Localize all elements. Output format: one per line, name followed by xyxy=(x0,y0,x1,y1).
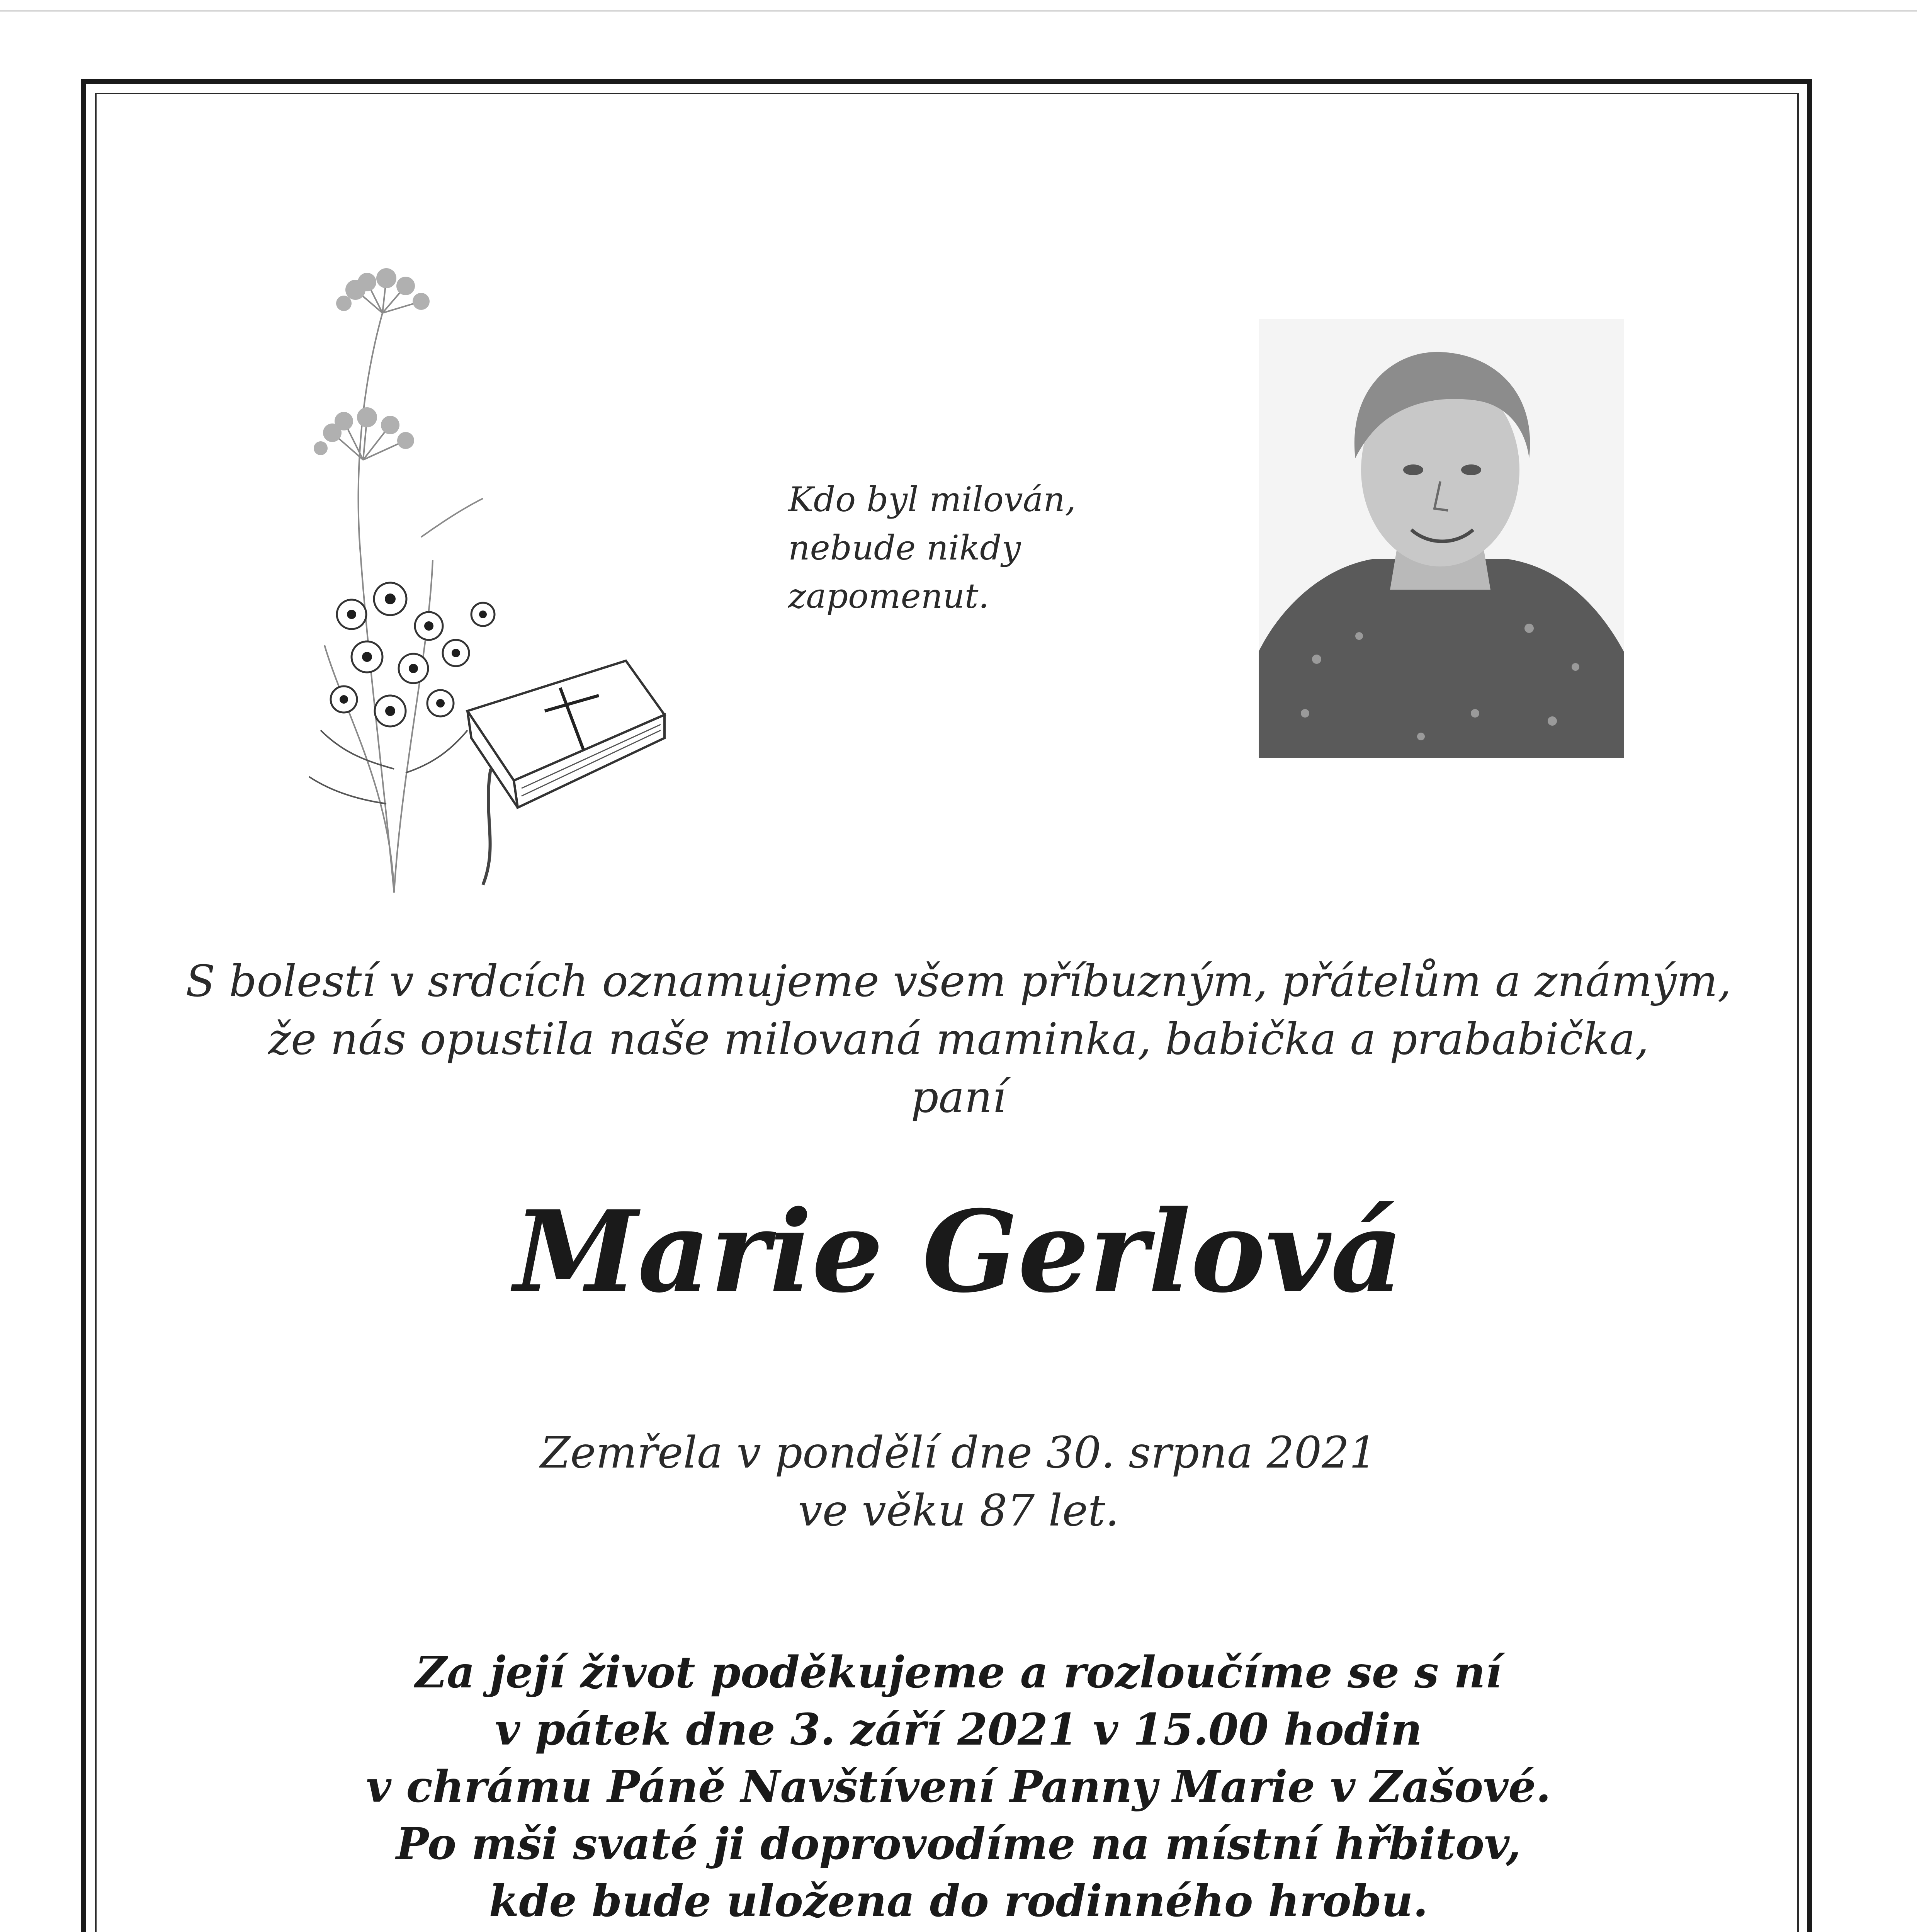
flowers-book-cross-icon xyxy=(267,267,692,923)
announcement-line-3: paní xyxy=(911,1072,1006,1122)
death-date: Zemřela v pondělí dne 30. srpna 2021 xyxy=(540,1428,1377,1478)
ceremony-info xyxy=(0,1644,1917,1930)
death-info xyxy=(0,1424,1917,1540)
motto xyxy=(788,475,1174,620)
ceremony-line-4: Po mši svaté ji doprovodíme na místní hřbitov, xyxy=(396,1819,1521,1869)
death-age: ve věku 87 let. xyxy=(798,1486,1119,1536)
ceremony-line-1: Za její život poděkujeme a rozloučíme se s ní xyxy=(415,1647,1502,1698)
announcement-line-1: S bolestí v srdcích oznamujeme všem příbuzným, přátelům a známým, xyxy=(185,956,1732,1007)
motto-line-1: Kdo byl milován, xyxy=(788,480,1076,519)
portrait-photo xyxy=(1259,319,1624,758)
announcement xyxy=(0,952,1917,1126)
announcement-line-2: že nás opustila naše milovaná maminka, babička a prababička, xyxy=(268,1014,1649,1065)
ceremony-line-2: v pátek dne 3. září 2021 v 15.00 hodin xyxy=(495,1704,1422,1755)
ceremony-line-5: kde bude uložena do rodinného hrobu. xyxy=(489,1876,1428,1927)
motto-line-2: nebude nikdy zapomenut. xyxy=(788,528,1021,616)
portrait-photo-image xyxy=(1259,319,1624,758)
deceased-name: Marie Gerlová xyxy=(513,1186,1404,1318)
page-top-rule xyxy=(0,10,1917,12)
ceremony-line-3: v chrámu Páně Navštívení Panny Marie v Zašové. xyxy=(366,1762,1551,1812)
